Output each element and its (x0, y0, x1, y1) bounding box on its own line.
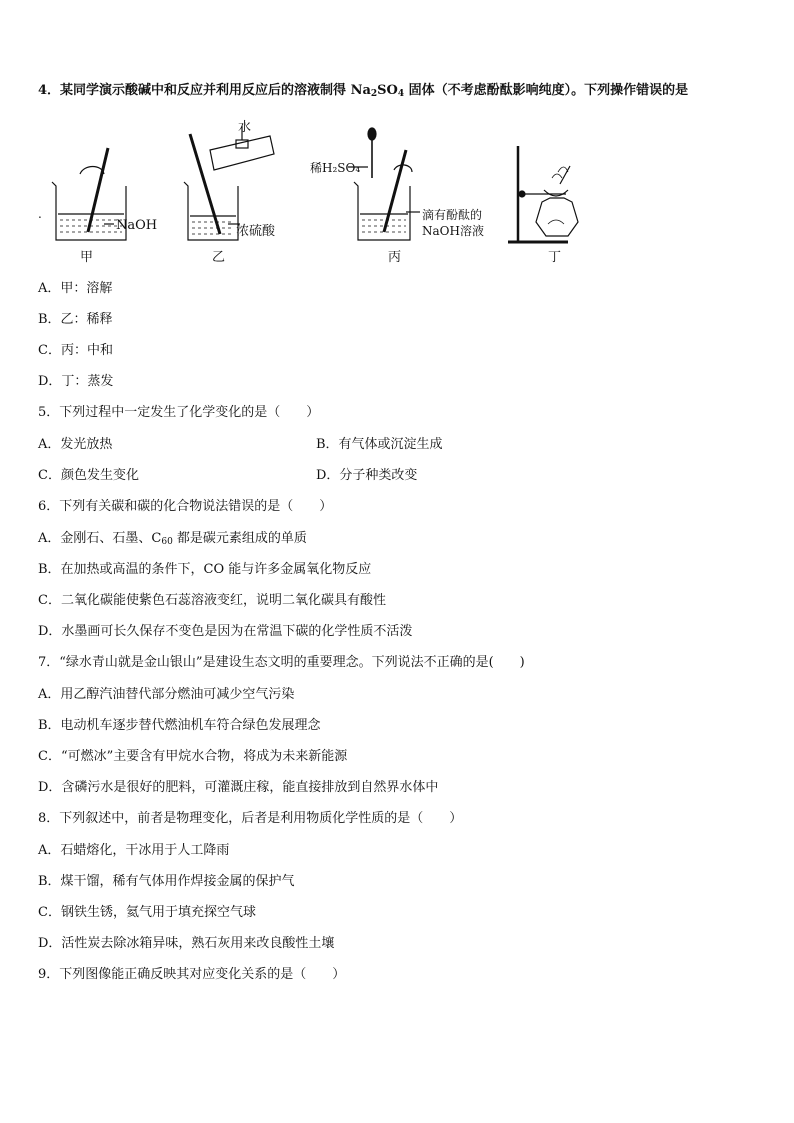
q8-option-b: B．煤干馏，稀有气体用作焊接金属的保护气 (38, 874, 295, 889)
beaker2-label: 浓硫酸 (236, 224, 276, 239)
beaker3-top: 稀H₂SO₄ (310, 161, 361, 175)
q6-option-a-sub: 60 (161, 537, 173, 547)
beaker2-top: 水 (238, 120, 252, 135)
q4-option-a: A．甲：溶解 (38, 281, 113, 296)
q7-option-d: D．含磷污水是很好的肥料，可灌溉庄稼，能直接排放到自然界水体中 (38, 780, 439, 795)
stand-name: 丁 (548, 250, 562, 265)
q6-option-d: D．水墨画可长久保存不变色是因为在常温下碳的化学性质不活泼 (38, 624, 413, 639)
q6-option-a (38, 530, 307, 551)
q5-option-c: C．颜色发生变化 (38, 468, 139, 483)
q7-option-c: C．“可燃冰”主要含有甲烷水合物，将成为未来新能源 (38, 749, 348, 764)
question-9-stem: 9．下列图像能正确反映其对应变化关系的是（ ） (38, 967, 346, 982)
question-7-stem: 7．“绿水青山就是金山银山”是建设生态文明的重要理念。下列说法不正确的是( ) (38, 655, 525, 670)
beaker2-name: 乙 (212, 250, 226, 265)
beaker1-name: 甲 (80, 250, 94, 265)
q4-stem-sub1: 2 (370, 89, 378, 99)
question-4-stem (38, 82, 688, 103)
q4-option-b: B．乙：稀释 (38, 312, 113, 327)
question-6-stem: 6．下列有关碳和碳的化合物说法错误的是（ ） (38, 499, 333, 514)
q7-option-b: B．电动机车逐步替代燃油机车符合绿色发展理念 (38, 718, 321, 733)
beaker1-label: NaOH (116, 218, 158, 233)
q6-option-a-prefix: A．金刚石、石墨、C (38, 531, 162, 546)
q5-option-a: A．发光放热 (38, 437, 113, 452)
q4-stem-mid: SO (377, 83, 398, 98)
q6-option-a-suffix: 都是碳元素组成的单质 (172, 531, 307, 546)
experiment-figure (38, 112, 598, 272)
figure-dot: . (38, 207, 42, 221)
q6-option-c: C．二氧化碳能使紫色石蕊溶液变红，说明二氧化碳具有酸性 (38, 593, 386, 608)
q8-option-c: C．钢铁生锈，氦气用于填充探空气球 (38, 905, 256, 920)
question-8-stem: 8．下列叙述中，前者是物理变化，后者是利用物质化学性质的是（ ） (38, 811, 463, 826)
q4-stem-suffix: 固体（不考虑酚酞影响纯度）。下列操作错误的是 (404, 83, 689, 98)
q8-option-d: D．活性炭去除冰箱异味，熟石灰用来改良酸性土壤 (38, 936, 335, 951)
q4-option-c: C．丙：中和 (38, 343, 113, 358)
q4-option-d: D．丁：蒸发 (38, 374, 114, 389)
beaker3-label-line1: 滴有酚酞的 (422, 208, 483, 222)
q7-option-a: A．用乙醇汽油替代部分燃油可减少空气污染 (38, 687, 295, 702)
q5-option-d: D．分子种类改变 (316, 468, 418, 483)
q8-option-a: A．石蜡熔化，干冰用于人工降雨 (38, 843, 230, 858)
q5-option-b: B．有气体或沉淀生成 (316, 437, 443, 452)
experiment-diagram (38, 112, 598, 272)
q4-stem-prefix: 4．某同学演示酸碱中和反应并利用反应后的溶液制得 Na (38, 83, 371, 98)
q6-option-b: B．在加热或高温的条件下，CO 能与许多金属氧化物反应 (38, 562, 372, 577)
beaker3-name: 丙 (388, 250, 402, 265)
question-5-stem: 5．下列过程中一定发生了化学变化的是（ ） (38, 405, 320, 420)
q4-stem-sub2: 4 (397, 89, 405, 99)
beaker3-label-line2: NaOH溶液 (422, 224, 484, 238)
